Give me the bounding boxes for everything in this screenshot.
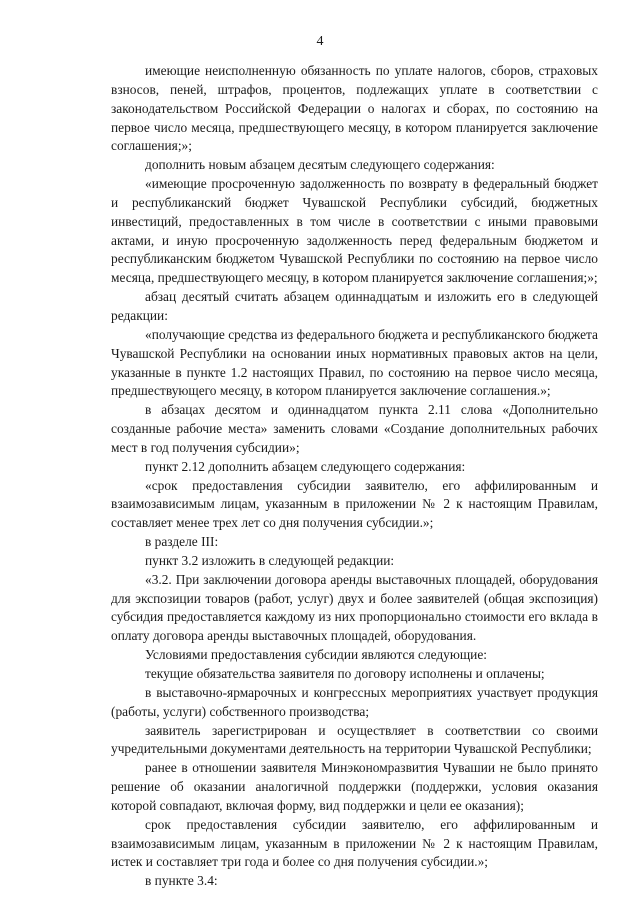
paragraph: пункт 2.12 дополнить абзацем следующего содержания: — [145, 458, 466, 474]
paragraph: абзац десятый считать абзацем одиннадцатым и изложить его в следующей редакции: — [111, 289, 598, 323]
paragraph: «срок предоставления субсидии заявителю, его аффилированным и взаимозависимым лицам, указанным в приложении № 2 к настоящим Правилам, составляет менее трех лет со дня получения субсидии.»; — [111, 477, 598, 531]
paragraph: имеющие неисполненную обязанность по уплате налогов, сборов, страховых взносов, пеней, штрафов, процентов, подлежащих уплате в соответствии с законодательством Российской Федерации о налогах и сборах, по состоянию на первое число месяца, предшествующего месяцу, в котором планируется заключение соглашения;»; — [111, 63, 598, 154]
document-body — [111, 62, 598, 891]
paragraph: пункт 3.2 изложить в следующей редакции: — [145, 552, 395, 568]
paragraph: в пункте 3.4: — [145, 873, 218, 889]
paragraph: ранее в отношении заявителя Минэкономразвития Чувашии не было принято решение об оказании аналогичной поддержки (поддержки, условия оказания которой совпадают, включая форму, вид поддержки и цели ее оказания); — [111, 760, 598, 813]
page-number: 4 — [316, 34, 324, 49]
paragraph: в разделе III: — [145, 534, 219, 550]
paragraph: «получающие средства из федерального бюджета и республиканского бюджета Чувашской Республики на основании иных нормативных правовых актов на цели, указанные в пункте 1.2 настоящих Правил, по состоянию на первое число месяца, предшествующего месяцу, в котором планируется заключение соглашения.»; — [111, 326, 598, 399]
paragraph: «3.2. При заключении договора аренды выставочных площадей, оборудования для экспозиции товаров (работ, услуг) двух и более заявителей (общая экспозиция) субсидия предоставляется каждому из них пропорционально стоимости его вклада в оплату договора аренды выставочных площадей, оборудования. — [111, 571, 598, 644]
paragraph: Условиями предоставления субсидии являются следующие: — [145, 647, 487, 663]
paragraph: заявитель зарегистрирован и осуществляет в соответствии со своими учредительными документами деятельность на территории Чувашской Республики; — [111, 722, 598, 757]
paragraph: дополнить новым абзацем десятым следующего содержания: — [145, 157, 495, 173]
paragraph: «имеющие просроченную задолженность по возврату в федеральный бюджет и республиканский бюджет Чувашской Республики субсидий, бюджетных инвестиций, предоставленных в том числе в соответствии с иными правовыми актами, и иную просроченную задолженность перед федеральным бюджетом и республиканским бюджетом Чувашской Республики по состоянию на первое число месяца, предшествующего месяцу, в котором планируется заключение соглашения;»; — [111, 176, 598, 286]
paragraph: текущие обязательства заявителя по договору исполнены и оплачены; — [145, 666, 545, 681]
paragraph: в выставочно-ярмарочных и конгрессных мероприятиях участвует продукция (работы, услуги) собственного производства; — [111, 684, 598, 719]
paragraph: срок предоставления субсидии заявителю, его аффилированным и взаимозависимым лицам, указанным в приложении № 2 к настоящим Правилам, истек и составляет три года и более со дня получения субсидии.»; — [111, 816, 598, 870]
paragraph: в абзацах десятом и одиннадцатом пункта 2.11 слова «Дополнительно созданные рабочие места» заменить словами «Создание дополнительных рабочих мест в год получения субсидии»; — [111, 402, 598, 455]
